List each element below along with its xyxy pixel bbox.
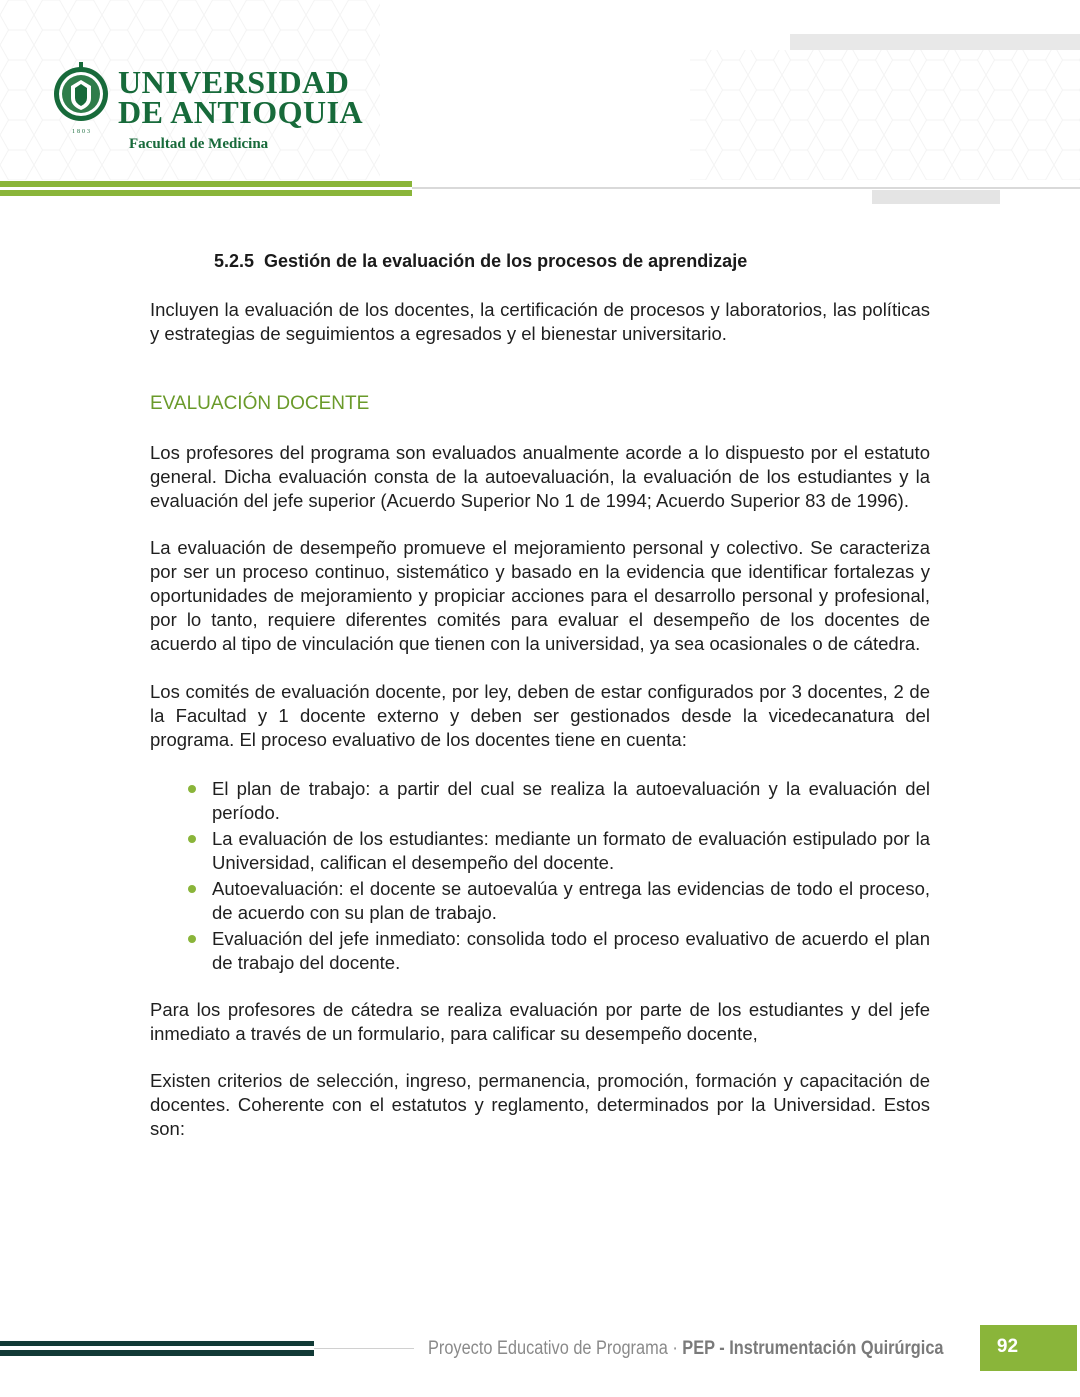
list-item [150, 877, 930, 925]
section-number: 5.2.5 [214, 251, 255, 271]
bullet-icon [188, 885, 196, 893]
footer-dark-stripe [0, 1350, 314, 1356]
header-green-stripe [0, 181, 412, 187]
university-seal-icon [52, 58, 110, 134]
faculty-name: Facultad de Medicina [129, 136, 269, 152]
paragraph: Los comités de evaluación docente, por ley, deben de estar configurados por 3 docentes, 2 de la Facultad y 1 docente externo y deben ser gestionados desde la vicedecanatura del programa. El proceso evaluativo de los docentes tiene en cuenta: [150, 681, 930, 750]
paragraph: Incluyen la evaluación de los docentes, la certificación de procesos y laboratorios, las políticas y estrategias de seguimientos a egresados y el bienestar universitario. [150, 299, 930, 344]
footer-dark-stripe [0, 1341, 314, 1346]
list-item-text: El plan de trabajo: a partir del cual se realiza la autoevaluación y la evaluación del período. [212, 778, 930, 823]
bullet-icon [188, 835, 196, 843]
page-number: 92 [996, 1336, 1019, 1357]
list-item-text: La evaluación de los estudiantes: mediante un formato de evaluación estipulado por la Universidad, califican el desempeño del docente. [212, 828, 930, 873]
list-item [150, 827, 930, 875]
header-green-stripe [0, 190, 412, 196]
header-gray-block [872, 190, 1000, 204]
bullet-icon [188, 785, 196, 793]
seal-year: 1803 [72, 129, 92, 135]
logo-text-line2: DE ANTIOQUIA [118, 94, 364, 130]
section-heading [214, 251, 747, 272]
subheading-evaluacion-docente: EVALUACIÓN DOCENTE [150, 393, 370, 414]
paragraph: La evaluación de desempeño promueve el mejoramiento personal y colectivo. Se caracteriza por ser un proceso continuo, sistemático y basado en la evidencia que identificar fortalezas y oportunidades de mejoramiento y propiciar acciones para el desarrollo personal y profesional, por lo tanto, requiere diferentes comités para evaluar el desempeño de los docentes de acuerdo al tipo de vinculación que tienen con la universidad, ya sea ocasionales o de cátedra. [150, 537, 930, 654]
bullet-list [150, 777, 930, 977]
list-item [150, 927, 930, 975]
paragraph: Existen criterios de selección, ingreso, permanencia, promoción, formación y capacitación de docentes. Coherente con el estatutos y reglamento, determinados por la Universidad. Estos son: [150, 1070, 930, 1139]
footer-title-prefix: Proyecto Educativo de Programa · [428, 1338, 683, 1359]
footer-title [428, 1338, 944, 1360]
page-number-box [980, 1325, 1077, 1371]
list-item-text: Autoevaluación: el docente se autoevalúa y entrega las evidencias de todo el proceso, de acuerdo con su plan de trabajo. [212, 878, 930, 923]
logo-text-line1: UNIVERSIDAD [118, 64, 350, 100]
header-gray-bar [790, 34, 1080, 50]
list-item-text: Evaluación del jefe inmediato: consolida todo el proceso evaluativo de acuerdo el plan de trabajo del docente. [212, 928, 930, 973]
footer-title-bold: PEP - Instrumentación Quirúrgica [682, 1338, 944, 1359]
section-title: Gestión de la evaluación de los procesos de aprendizaje [264, 251, 748, 271]
paragraph: Para los profesores de cátedra se realiza evaluación por parte de los estudiantes y del jefe inmediato a través de un formulario, para calificar su desempeño docente, [150, 999, 930, 1044]
footer-divider [314, 1348, 414, 1349]
header-divider [412, 187, 1080, 189]
paragraph: Los profesores del programa son evaluados anualmente acorde a lo dispuesto por el estatuto general. Dicha evaluación consta de la autoevaluación, la evaluación de los estudiantes y la evaluación del jefe superior (Acuerdo Superior No 1 de 1994; Acuerdo Superior 83 de 1996). [150, 442, 930, 511]
bullet-icon [188, 935, 196, 943]
list-item [150, 777, 930, 825]
